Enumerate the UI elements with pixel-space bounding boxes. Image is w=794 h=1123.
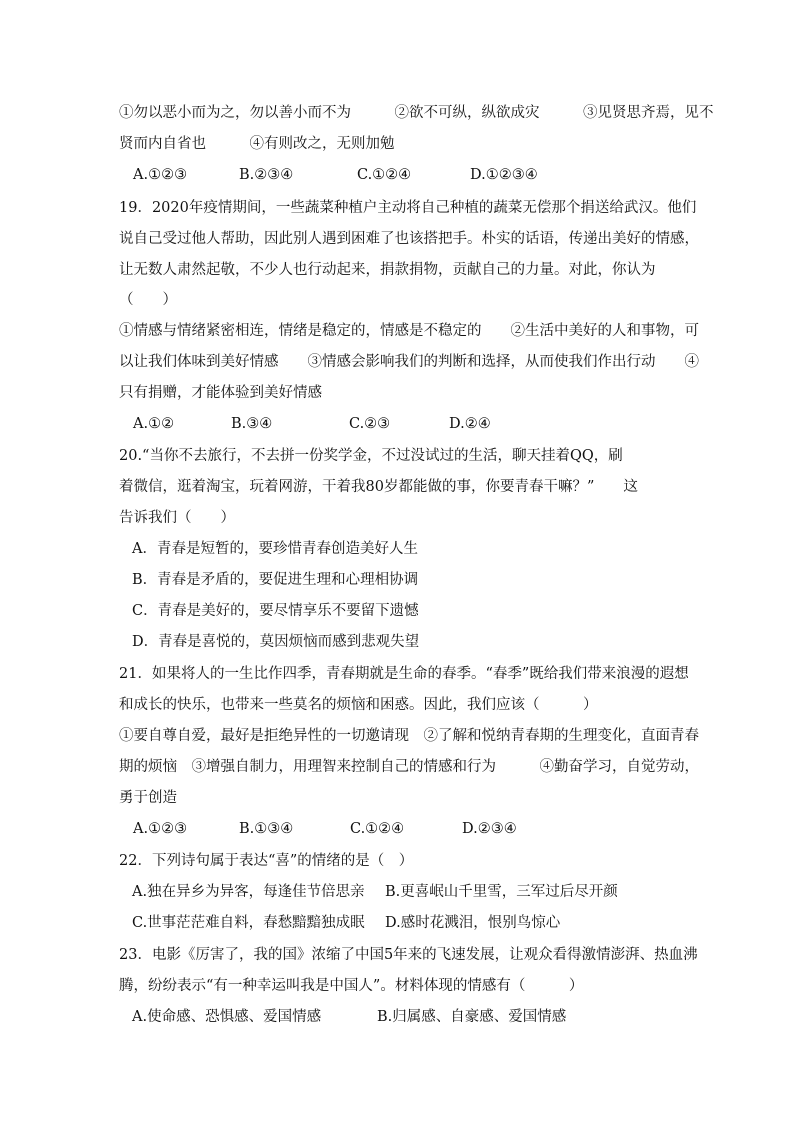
q22-option-d: D.感时花溅泪，恨别鸟惊心: [385, 915, 561, 931]
q18-option-a: A.①②③: [133, 167, 188, 183]
q18-option-c: C.①②④: [357, 167, 412, 183]
q20-stem-line-3: 告诉我们（ ）: [119, 510, 235, 526]
q19-option-c: C.②③: [349, 416, 391, 432]
q19-answer-blank: （ ）: [119, 292, 177, 308]
q19-statement-line-1: ①情感与情绪紧密相连，情绪是稳定的，情感是不稳定的 ②生活中美好的人和事物，可: [119, 323, 699, 339]
q22-stem: 22．下列诗句属于表达“喜”的情绪的是（ ）: [119, 853, 414, 869]
q18-option-b: B.②③④: [239, 167, 294, 183]
q23-option-a: A.使命感、恐惧感、爱国情感: [132, 1009, 322, 1025]
q21-option-b: B.①③④: [239, 821, 294, 837]
q20-option-d: D．青春是喜悦的，莫因烦恼而感到悲观失望: [132, 634, 420, 650]
q18-option-d: D.①②③④: [470, 167, 538, 183]
q21-stem-line-2: 和成长的快乐，也带来一些莫名的烦恼和困惑。因此，我们应该（ ）: [119, 697, 598, 713]
q21-statement-line-2: 期的烦恼 ③增强自制力，用理智来控制自己的情感和行为 ④勤奋学习，自觉劳动，: [119, 759, 699, 775]
q18-statement-line-2: 贤而内自省也 ④有则改之，无则加勉: [119, 136, 395, 152]
q20-option-c: C．青春是美好的，要尽情享乐不要留下遗憾: [132, 603, 419, 619]
q21-option-c: C.①②④: [350, 821, 405, 837]
q21-statement-line-3: 勇于创造: [119, 790, 177, 806]
q19-option-a: A.①②: [133, 416, 175, 432]
q20-stem-line-2: 着微信，逛着淘宝，玩着网游，干着我80岁都能做的事，你要青春干嘛？” 这: [119, 479, 638, 495]
q19-statement-line-2: 以让我们体味到美好情感 ③情感会影响我们的判断和选择，从而使我们作出行动 ④: [119, 354, 699, 370]
q19-stem-line-3: 让无数人肃然起敬，不少人也行动起来，捐款捐物，贡献自己的力量。对此，你认为: [119, 262, 656, 278]
q21-stem-line-1: 21．如果将人的一生比作四季，青春期就是生命的春季。“春季”既给我们带来浪漫的遐想: [119, 666, 689, 682]
q23-stem-line-2: 腾，纷纷表示“有一种幸运叫我是中国人”。材料体现的情感有（ ）: [119, 978, 584, 994]
q19-stem-line-2: 说自己受过他人帮助，因此别人遇到困难了也该搭把手。朴实的话语，传递出美好的情感，: [119, 231, 699, 247]
q19-option-d: D.②④: [449, 416, 491, 432]
q18-statement-line-1: ①勿以恶小而为之，勿以善小而不为 ②欲不可纵，纵欲成灾 ③见贤思齐焉，见不: [119, 105, 714, 121]
q19-statement-line-3: 只有捐赠，才能体验到美好情感: [119, 385, 322, 401]
q22-option-b: B.更喜岷山千里雪，三军过后尽开颜: [385, 884, 618, 900]
q22-option-a: A.独在异乡为异客，每逢佳节倍思亲: [132, 884, 365, 900]
q19-stem-line-1: 19．2020年疫情期间，一些蔬菜种植户主动将自己种植的蔬菜无偿那个捐送给武汉。他们: [119, 200, 697, 216]
q23-stem-line-1: 23．电影《厉害了，我的国》浓缩了中国5年来的飞速发展，让观众看得激情澎湃、热血沸: [119, 947, 698, 963]
q20-option-b: B．青春是矛盾的，要促进生理和心理相协调: [132, 572, 419, 588]
q20-stem-line-1: 20.“当你不去旅行，不去拼一份奖学金，不过没试过的生活，聊天挂着QQ，刷: [119, 448, 623, 464]
q19-option-b: B.③④: [231, 416, 273, 432]
q21-statement-line-1: ①要自尊自爱，最好是拒绝异性的一切邀请现 ②了解和悦纳青春期的生理变化，直面青春: [119, 728, 699, 744]
q23-option-b: B.归属感、自豪感、爱国情感: [377, 1009, 567, 1025]
q21-option-a: A.①②③: [133, 821, 188, 837]
q22-option-c: C.世事茫茫难自料，春愁黯黯独成眠: [132, 915, 365, 931]
q20-option-a: A．青春是短暂的，要珍惜青春创造美好人生: [132, 541, 418, 557]
q21-option-d: D.②③④: [462, 821, 517, 837]
